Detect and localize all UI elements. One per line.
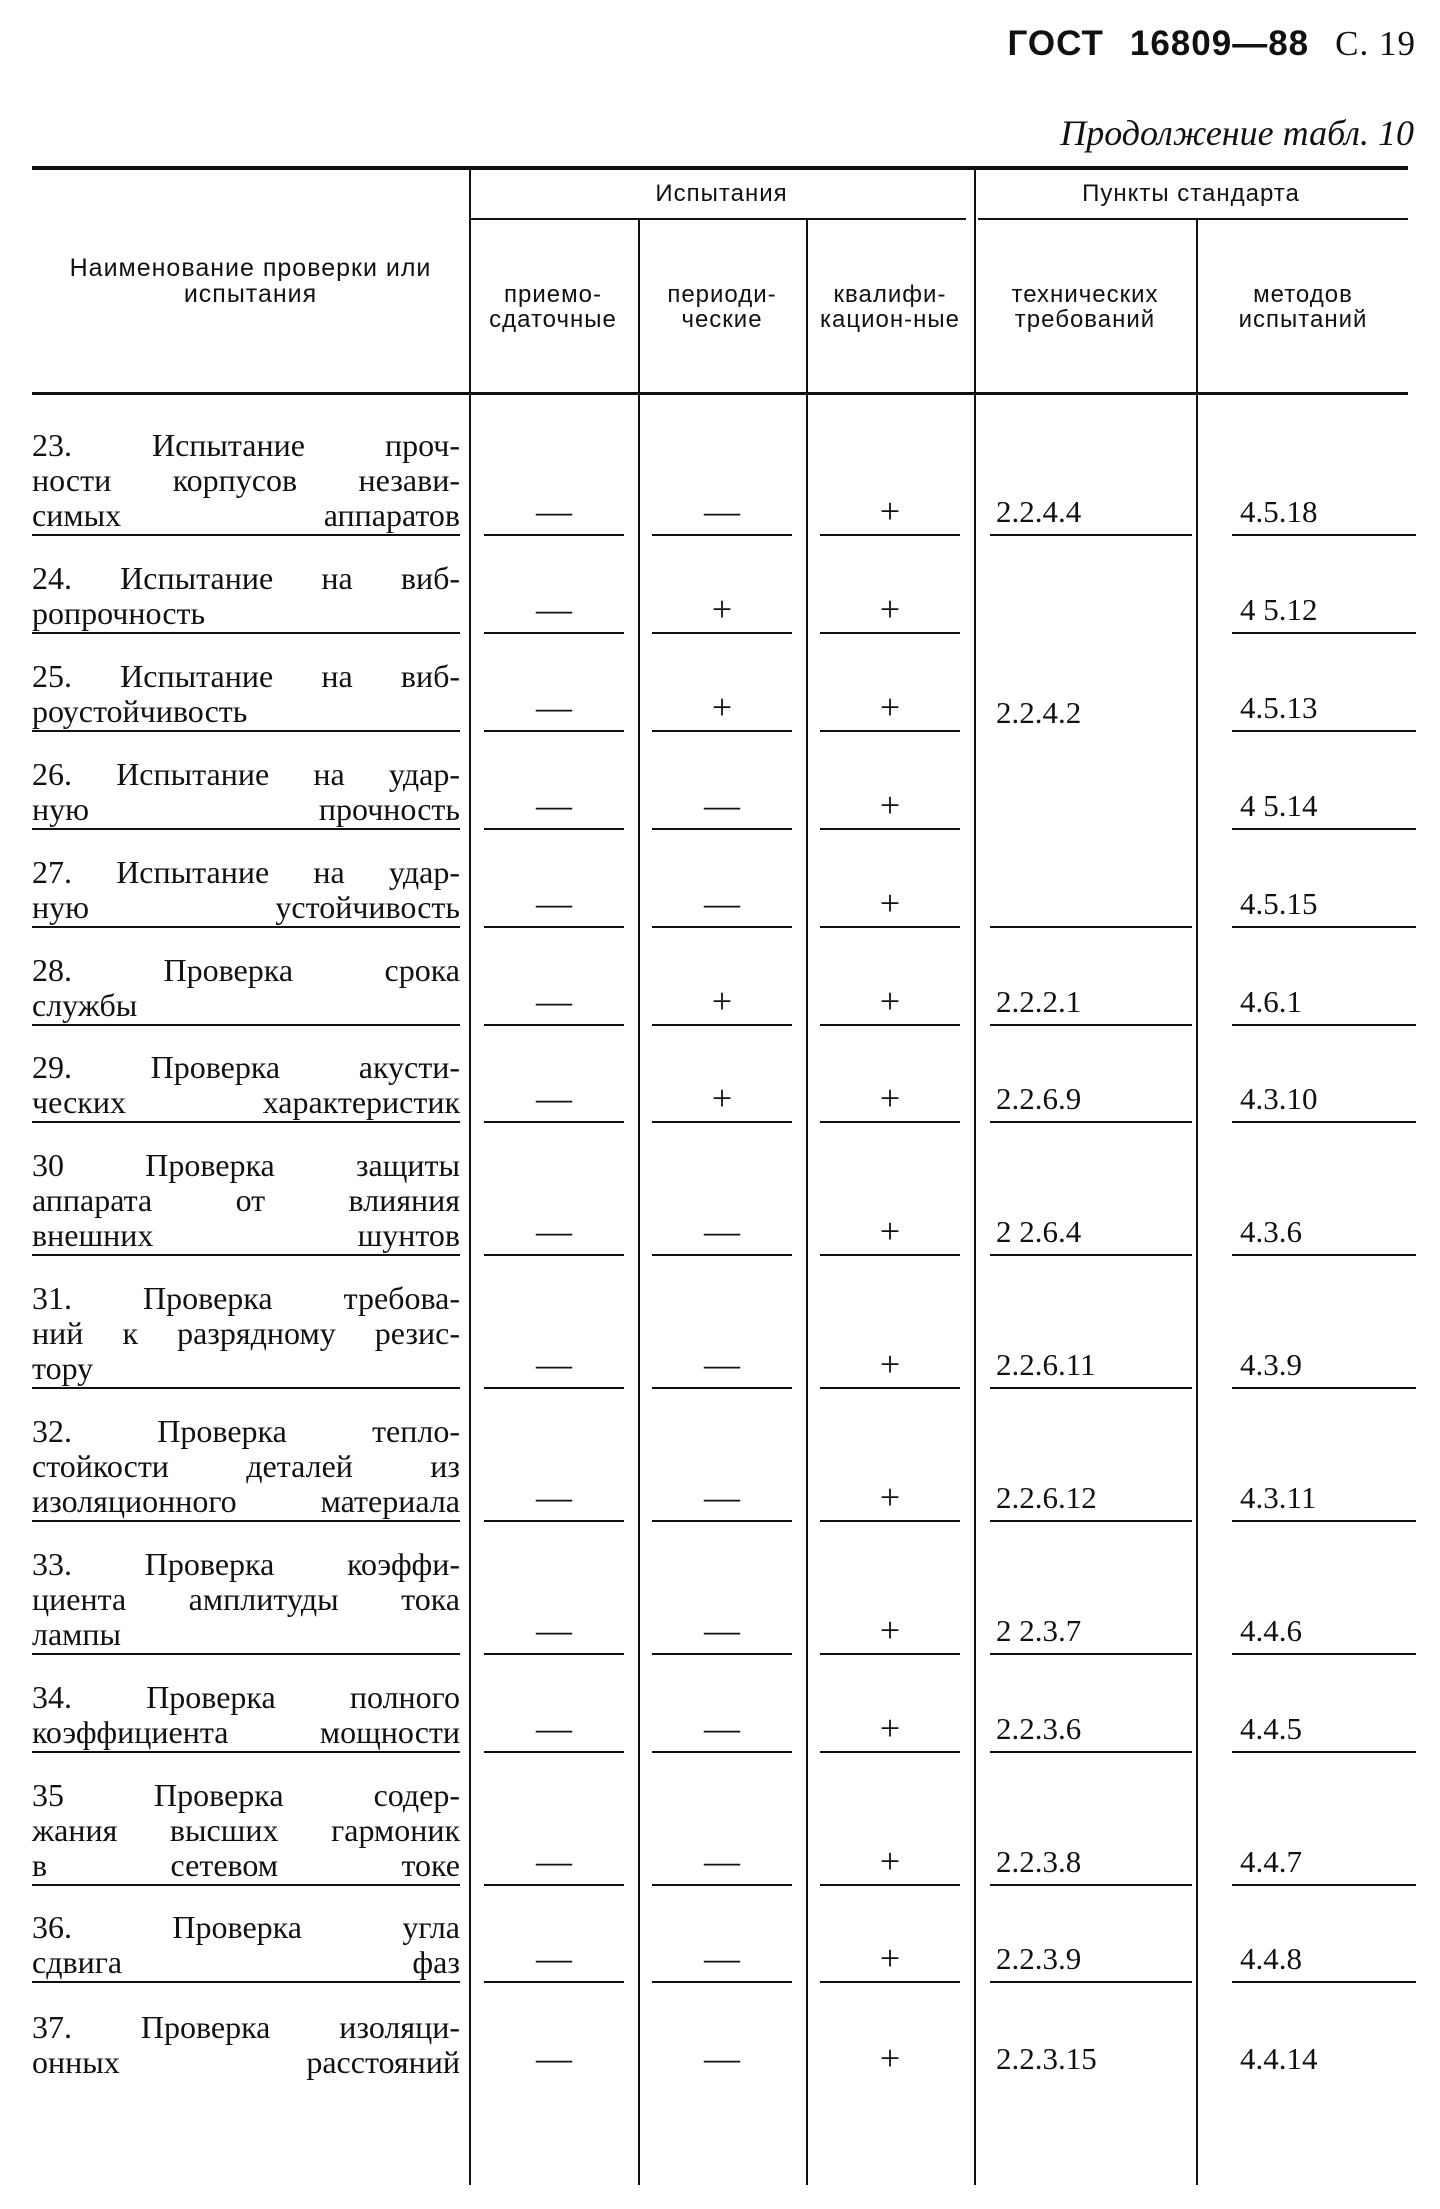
cell-tech-requirements: 2.2.3.15 xyxy=(996,2041,1097,2076)
row-name-line: сдвига фаз xyxy=(32,1944,460,1980)
row-name-line: 31. Проверка требова- xyxy=(32,1280,460,1316)
cell-qualification: + xyxy=(820,1079,960,1123)
row-name-line: 37. Проверка изоляци- xyxy=(32,2009,460,2045)
cell-tech-requirements: 2.2.6.9 xyxy=(990,1077,1192,1123)
cell-acceptance: — xyxy=(484,884,624,928)
cell-periodic: — xyxy=(652,1345,792,1389)
row-name-line: онных расстояний xyxy=(32,2044,460,2080)
cell-tech-requirements xyxy=(990,590,1192,634)
row-name-line: симых аппаратов xyxy=(32,497,460,533)
header-test-methods: методов испытаний xyxy=(1238,280,1368,333)
cell-acceptance: — xyxy=(484,1709,624,1753)
row-name-line: 25. Испытание на виб- xyxy=(32,658,460,694)
table-row xyxy=(32,938,1408,1026)
cell-acceptance: — xyxy=(484,1478,624,1522)
cell-acceptance: — xyxy=(484,492,624,536)
row-name-line: изоляционного материала xyxy=(32,1483,460,1519)
cell-test-methods: 4.5.18 xyxy=(1232,490,1416,536)
group-tech-ref: 2.2.4.2 xyxy=(996,695,1082,730)
cell-tech-requirements: 2.2.3.8 xyxy=(990,1840,1192,1886)
cell-test-methods: 4.4.8 xyxy=(1232,1937,1416,1983)
cell-qualification: + xyxy=(820,1611,960,1655)
cell-qualification: + xyxy=(820,1842,960,1886)
row-name-line: 33. Проверка коэффи- xyxy=(32,1546,460,1582)
row-name-line: 32. Проверка тепло- xyxy=(32,1413,460,1449)
cell-periodic: — xyxy=(704,2038,740,2078)
table-row xyxy=(32,1763,1408,1886)
header-acceptance: приемо-сдаточные xyxy=(489,280,617,333)
cell-qualification: + xyxy=(820,982,960,1026)
cell-acceptance: — xyxy=(484,688,624,732)
cell-periodic: — xyxy=(652,1842,792,1886)
cell-tech-requirements: 2 2.3.7 xyxy=(990,1609,1192,1655)
cell-test-methods: 4.3.10 xyxy=(1232,1077,1416,1123)
row-name-line: 30 Проверка защиты xyxy=(32,1147,460,1183)
row-name-line: ности корпусов незави- xyxy=(32,462,460,498)
row-name xyxy=(32,561,460,634)
page-header xyxy=(1007,24,1416,64)
standard-label: ГОСТ xyxy=(1007,24,1104,63)
table-row xyxy=(32,840,1408,928)
row-name-line: ний к разрядному резис- xyxy=(32,1315,460,1351)
cell-tech-requirements: 2.2.6.12 xyxy=(990,1476,1192,1522)
header-standard-group: Пункты стандарта xyxy=(1082,180,1300,208)
cell-qualification: + xyxy=(820,786,960,830)
table-row xyxy=(32,1896,1408,1983)
row-name xyxy=(32,428,460,536)
row-name-line: ропрочность xyxy=(32,595,206,631)
cell-acceptance: — xyxy=(484,590,624,634)
cell-qualification: + xyxy=(820,590,960,634)
row-name xyxy=(32,1050,460,1123)
row-name-line: циента амплитуды тока xyxy=(32,1581,460,1617)
row-name-line: службы xyxy=(32,987,138,1023)
row-name-line: 24. Испытание на виб- xyxy=(32,560,460,596)
cell-test-methods: 4.4.6 xyxy=(1232,1609,1416,1655)
row-name-line: лампы xyxy=(32,1616,122,1652)
table-row xyxy=(32,1036,1408,1123)
cell-test-methods: 4.5.15 xyxy=(1232,882,1416,928)
row-name-line: аппарата от влияния xyxy=(32,1182,460,1218)
cell-periodic: + xyxy=(652,1079,792,1123)
row-name xyxy=(32,1414,460,1522)
cell-qualification: + xyxy=(879,2038,901,2078)
row-name xyxy=(32,855,460,928)
row-name-line: ную устойчивость xyxy=(32,889,460,925)
cell-periodic: — xyxy=(652,1709,792,1753)
table-row xyxy=(32,427,1408,536)
cell-acceptance: — xyxy=(484,1842,624,1886)
cell-qualification: + xyxy=(820,884,960,928)
row-name xyxy=(32,1910,460,1983)
cell-tech-requirements: 2.2.6.11 xyxy=(990,1343,1192,1389)
row-name-line: в сетевом токе xyxy=(32,1847,460,1883)
cell-periodic: — xyxy=(652,1212,792,1256)
cell-periodic: — xyxy=(652,884,792,928)
cell-test-methods: 4.4.5 xyxy=(1232,1707,1416,1753)
row-name-line: ную прочность xyxy=(32,791,460,827)
cell-test-methods: 4.4.14 xyxy=(1240,2041,1318,2076)
row-name-line: внешних шунтов xyxy=(32,1217,460,1253)
table-row xyxy=(32,1266,1408,1389)
cell-tech-requirements: 2.2.3.9 xyxy=(990,1937,1192,1983)
row-name xyxy=(32,953,460,1026)
row-name-line: роустойчивость xyxy=(32,693,248,729)
cell-qualification: + xyxy=(820,1212,960,1256)
table-row xyxy=(32,1993,1408,2081)
cell-tech-requirements: 2.2.4.4 xyxy=(990,490,1192,536)
cell-periodic: + xyxy=(652,590,792,634)
cell-periodic: — xyxy=(652,1611,792,1655)
row-name-line: 36. Проверка угла xyxy=(32,1909,460,1945)
row-name-line: 27. Испытание на удар- xyxy=(32,854,460,890)
cell-acceptance: — xyxy=(484,786,624,830)
table-row xyxy=(32,1665,1408,1753)
row-name xyxy=(32,1778,460,1886)
cell-tech-requirements xyxy=(990,786,1192,830)
row-name xyxy=(32,659,460,732)
cell-tech-requirements xyxy=(990,882,1192,928)
cell-qualification: + xyxy=(820,1709,960,1753)
cell-qualification: + xyxy=(820,1939,960,1983)
cell-test-methods: 4 5.14 xyxy=(1232,784,1416,830)
cell-periodic: — xyxy=(652,492,792,536)
row-name-line: ческих характеристик xyxy=(32,1084,460,1120)
row-name-line: жания высших гармоник xyxy=(32,1812,460,1848)
cell-periodic: — xyxy=(652,786,792,830)
table-header xyxy=(32,166,1408,395)
continuation-caption: Продолжение табл. 10 xyxy=(1060,113,1414,153)
row-name xyxy=(32,1680,460,1753)
page-number: С. 19 xyxy=(1335,24,1416,63)
cell-test-methods: 4.3.11 xyxy=(1232,1476,1416,1522)
row-name-line: 28. Проверка срока xyxy=(32,952,460,988)
header-periodic: периоди-ческие xyxy=(667,280,777,333)
table-row xyxy=(32,1133,1408,1256)
test-table xyxy=(32,166,1408,2185)
table-row xyxy=(32,742,1408,830)
header-tech-requirements: технических требований xyxy=(1011,280,1159,333)
cell-acceptance: — xyxy=(484,1079,624,1123)
cell-test-methods: 4.5.13 xyxy=(1232,686,1416,732)
cell-tech-requirements: 2.2.3.6 xyxy=(990,1707,1192,1753)
cell-periodic: + xyxy=(652,982,792,1026)
cell-qualification: + xyxy=(820,1345,960,1389)
cell-acceptance: — xyxy=(484,1611,624,1655)
cell-tech-requirements: 2 2.6.4 xyxy=(990,1210,1192,1256)
row-name-line: 26. Испытание на удар- xyxy=(32,756,460,792)
cell-periodic: + xyxy=(652,688,792,732)
table-body xyxy=(32,395,1408,2185)
cell-periodic: — xyxy=(652,1478,792,1522)
header-name: Наименование проверки или испытания xyxy=(69,253,432,308)
table-row xyxy=(32,546,1408,634)
row-name-line: 23. Испытание проч- xyxy=(32,427,460,463)
cell-test-methods: 4 5.12 xyxy=(1232,588,1416,634)
cell-acceptance: — xyxy=(484,1939,624,1983)
cell-test-methods: 4.4.7 xyxy=(1232,1840,1416,1886)
row-name-line: 34. Проверка полного xyxy=(32,1679,460,1715)
cell-tech-requirements: 2.2.2.1 xyxy=(990,980,1192,1026)
table-row xyxy=(32,1399,1408,1522)
row-name-line: 29. Проверка акусти- xyxy=(32,1049,460,1085)
cell-acceptance: — xyxy=(484,1212,624,1256)
row-name-line: тору xyxy=(32,1350,94,1386)
row-name xyxy=(32,1281,460,1389)
standard-number: 16809—88 xyxy=(1129,24,1310,63)
row-name xyxy=(32,1547,460,1655)
row-name-line: стойкости деталей из xyxy=(32,1448,460,1484)
cell-test-methods: 4.3.6 xyxy=(1232,1210,1416,1256)
cell-test-methods: 4.6.1 xyxy=(1232,980,1416,1026)
table-row xyxy=(32,644,1408,732)
cell-qualification: + xyxy=(820,492,960,536)
header-qualification: квалифи-кацион-ные xyxy=(820,280,960,333)
row-name-line: 35 Проверка содер- xyxy=(32,1777,460,1813)
cell-qualification: + xyxy=(820,688,960,732)
table-row xyxy=(32,1532,1408,1655)
cell-acceptance: — xyxy=(484,982,624,1026)
row-name xyxy=(32,757,460,830)
cell-acceptance: — xyxy=(484,1345,624,1389)
cell-periodic: — xyxy=(652,1939,792,1983)
cell-qualification: + xyxy=(820,1478,960,1522)
row-name xyxy=(32,2010,460,2081)
row-name-line: коэффициента мощности xyxy=(32,1714,460,1750)
header-tests-group: Испытания xyxy=(655,180,788,208)
cell-test-methods: 4.3.9 xyxy=(1232,1343,1416,1389)
cell-acceptance: — xyxy=(536,2038,572,2078)
row-name xyxy=(32,1148,460,1256)
